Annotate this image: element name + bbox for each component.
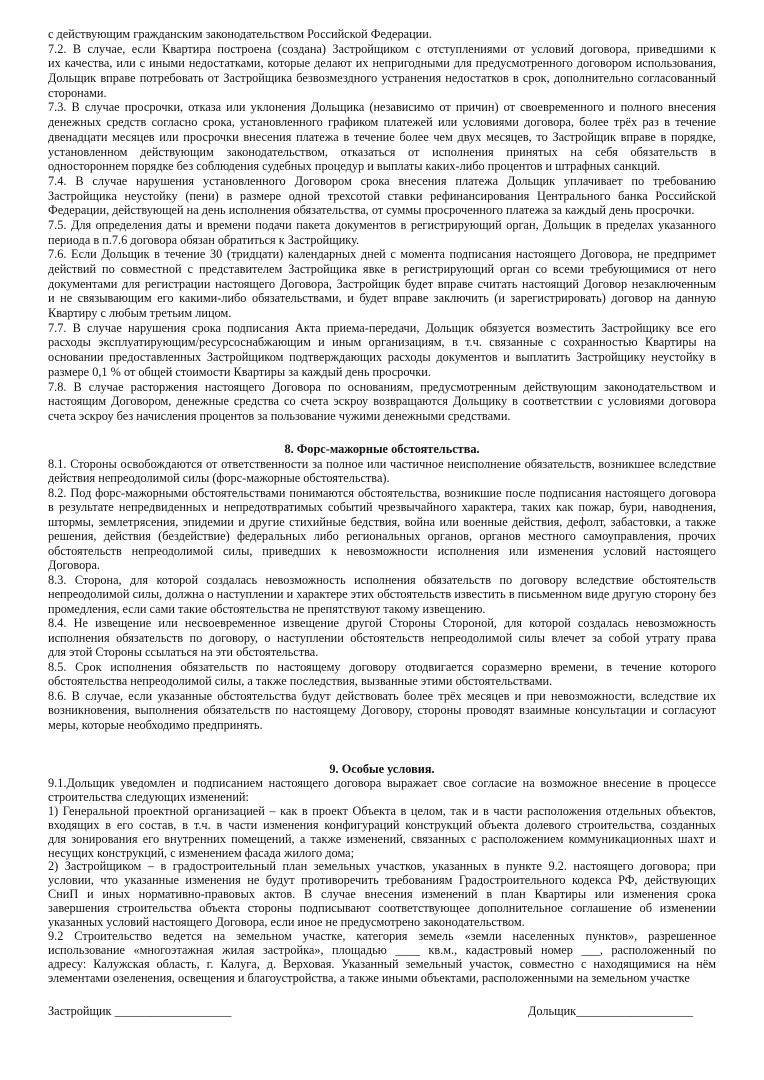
text-line: для зонирования его внутренних помещений, а также изменений, связанных с расположением коммуникационных шахт и — [48, 832, 716, 846]
paragraph — [48, 247, 716, 320]
document-page — [48, 27, 716, 985]
text-line: размере 0,1 % от общей стоимости Квартиры за каждый день просрочки. — [48, 364, 431, 379]
text-line: исполнения обязательств по договору, о наступлении обстоятельств непреодолимой силы влечет за собой утрату права — [48, 630, 716, 645]
text-line: Застройщика неустойку (пени) в размере одной трехсотой ставки рефинансирования Центрального банка Российской — [48, 188, 716, 203]
text-line: двенадцати месяцев или просрочки внесения платежа в течение более чем двух месяцев, то Застройщик вправе в порядке, — [48, 129, 716, 144]
text-line: завершения строительства объекта стороны подписывают соответствующее дополнительное соглашение об изменении — [48, 902, 716, 916]
text-line: их качества, или с иными недостатками, которые делают их непригодными для предусмотренного договором использования, — [48, 56, 716, 71]
text-line: строительства следующих изменений: — [48, 790, 249, 804]
section-heading: 8. Форс-мажорные обстоятельства. — [284, 441, 480, 456]
section-9 — [48, 762, 716, 985]
text-line: и не связывающим его какими-либо обязательствами, и будет вправе заключить (и зарегистрировать) договор на данную — [48, 291, 716, 306]
text-line: периода в п.7.6 договора обязан обратиться к Застройщику. — [48, 232, 360, 247]
text-line: 7.8. В случае расторжения настоящего Договора по основаниям, предусмотренным действующим законодательством и — [48, 379, 716, 394]
paragraph — [48, 930, 716, 986]
text-line: одностороннем порядке без соблюдения судебных процедур и выплаты каких-либо процентов и штрафных санкций. — [48, 159, 661, 174]
text-line: 8.3. Сторона, для которой создалась невозможность исполнения обязательств по договору вследствие обстоятельств — [48, 572, 716, 587]
text-line: непреодолимой силы, должна о наступлении и характере этих обстоятельств известить в письменном виде другую сторону без — [48, 587, 716, 602]
text-line: Федерации, действующей на день исполнения обязательства, от суммы просроченного платежа за каждый день просрочки. — [48, 203, 695, 218]
text-line: 7.6. Если Дольщик в течение 30 (тридцати) календарных дней с момента подписания настоящего Договора, не предпримет — [48, 247, 716, 262]
section-8 — [48, 442, 716, 733]
paragraph — [48, 42, 716, 101]
paragraph — [48, 660, 716, 689]
paragraph — [48, 27, 716, 42]
text-line: действия непреодолимой силы (форс-мажорные обстоятельства). — [48, 471, 390, 486]
text-line: расходы эксплуатирующим/ресурсоснабжающим и иным организациям, в т.ч. связанные с сохранностью Квартиры на — [48, 335, 716, 350]
paragraph — [48, 321, 716, 380]
text-line: Договора. — [48, 558, 100, 573]
text-line: с действующим гражданским законодательством Российской Федерации. — [48, 27, 432, 41]
text-line: 7.3. В случае просрочки, отказа или уклонения Дольщика (независимо от причин) от своевременного и полного внесения — [48, 100, 716, 115]
paragraph — [48, 174, 716, 218]
paragraph — [48, 616, 716, 660]
text-line: штормы, землетрясения, эпидемии и другие стихийные бедствия, война или военные действия, дефолт, забастовки, а также — [48, 514, 716, 529]
text-line: документами для регистрации настоящего Договора, Застройщик будет вправе считать настоящий Договор незаключенным — [48, 276, 716, 291]
text-line: сторонами. — [48, 85, 107, 100]
paragraph — [48, 777, 716, 805]
text-line: 8.1. Стороны освобождаются от ответственности за полное или частичное неисполнение обязательств, возникшее вследствие — [48, 456, 716, 471]
paragraph — [48, 689, 716, 733]
developer-signature-line: Застройщик ___________________ — [48, 1004, 232, 1018]
text-line: настоящим Договором, денежные средства со счета эскроу возвращаются Дольщику в соответствии с условиями договора — [48, 394, 716, 409]
shareholder-signature-line: Дольщик___________________ — [528, 1004, 693, 1018]
text-line: установленном действующим законодательством, отказаться от исполнения принятых на себя обязательств в — [48, 144, 716, 159]
paragraph — [48, 100, 716, 173]
text-line: промедления, если сами такие обстоятельства не препятствуют такому извещению. — [48, 601, 486, 616]
text-line: меры, которые необходимо предпринять. — [48, 717, 263, 732]
paragraph — [48, 486, 716, 573]
text-line: в результате непредвиденных и непредотвратимых событий чрезвычайного характера, таких как пожар, бури, наводнения, — [48, 500, 716, 515]
text-line: обстоятельств непреодолимой силы, приведших к невозможности исполнения или изменения условий настоящего — [48, 543, 716, 558]
text-line: входящих в его состав, в т.ч. в части изменения конфигураций конструкций объекта долевого строительства, созданных — [48, 818, 716, 832]
text-line: 2) Застройщиком – в градостроительный план земельных участков, указанных в пункте 9.2. настоящего договора; при — [48, 860, 716, 874]
text-line: 7.7. В случае нарушения срока подписания Акта приема-передачи, Дольщик обязуется возместить Застройщику все его — [48, 320, 716, 335]
text-line: элементами озеленения, освещения и благоустройства, а также иными объектами, расположенными на земельном участке — [48, 971, 690, 985]
text-line: решения, действия (бездействие) федеральных либо региональных органов, органов местного самоуправления, прочих — [48, 529, 716, 544]
text-line: 1) Генеральной проектной организацией – как в проект Объекта в целом, так и в части расположения отдельных объектов, — [48, 804, 716, 818]
section-heading: 9. Особые условия. — [329, 762, 435, 777]
text-line: счета эскроу без начисления процентов за пользование чужими денежными средствами. — [48, 408, 511, 423]
text-line: Дольщик вправе потребовать от Застройщика безвозмездного устранения недостатков в срок, дополнительно согласованный — [48, 71, 716, 86]
text-line: использование «многоэтажная жилая застройка», площадью ____ кв.м., кадастровый номер ___, расположенный по — [48, 943, 716, 957]
text-line: возникновения, выполнения обязательств по настоящему Договору, стороны проводят взаимные консультации и согласуют — [48, 703, 716, 718]
text-line: 8.4. Не извещение или несвоевременное извещение другой Стороны Стороной, для которой создалась невозможность — [48, 616, 716, 631]
text-line: обстоятельства непреодолимой силы, а также последствия, вызванные этими обстоятельствами. — [48, 674, 553, 689]
text-line: адресу: Калужская область, г. Калуга, д. Верховая. Указанный земельный участок, совместно с находящимися на нём — [48, 957, 716, 971]
text-line: СниП и иных нормативно-правовых актов. В случае внесения изменений в план Квартиры или изменения срока — [48, 888, 716, 902]
text-line: указанных условий настоящего Договора, если иное не предусмотрено законодательством. — [48, 915, 525, 929]
text-line: условии, что указанные изменения не будут противоречить требованиям Градостроительного кодекса РФ, действующих — [48, 874, 716, 888]
text-line: действий по совместной с представителем Застройщика явке в регистрирующий орган со всеми требующимися от него — [48, 262, 716, 276]
text-line: Квартиру с любым третьим лицом. — [48, 306, 232, 321]
text-line: 9.1.Дольщик уведомлен и подписанием настоящего договора выражает свое согласие на возможное внесение в процессе — [48, 777, 716, 791]
paragraph — [48, 805, 716, 861]
paragraph — [48, 860, 716, 929]
text-line: 8.6. В случае, если указанные обстоятельства будут действовать более трёх месяцев и при невозможности, вследствие их — [48, 688, 716, 703]
paragraph — [48, 573, 716, 617]
paragraph — [48, 380, 716, 424]
text-line: 9.2 Строительство ведется на земельном участке, категория земель «земли населенных пунктов», разрешенное — [48, 929, 716, 943]
text-line: 7.4. В случае нарушения установленного Договором срока внесения платежа Дольщик уплачивает по требованию — [48, 173, 716, 188]
text-line: 7.2. В случае, если Квартира построена (создана) Застройщиком с отступлениями от условий договора, приведшими к — [48, 41, 716, 56]
text-line: 8.2. Под форс-мажорными обстоятельствами понимаются обстоятельства, возникшие после подписания настоящего договора — [48, 485, 716, 500]
text-line: 8.5. Срок исполнения обязательств по настоящему договору отодвигается соразмерно времени, в течение которого — [48, 659, 716, 674]
section-7 — [48, 27, 716, 424]
text-line: денежных средств согласно срока, установленного графиком платежей или условиями договора, более трёх раз в течение — [48, 115, 716, 130]
paragraph — [48, 457, 716, 486]
text-line: 7.5. Для определения даты и времени подачи пакета документов в регистрирующий орган, Дольщик в пределах указанного — [48, 217, 716, 232]
text-line: основании предоставленных Застройщиком подтверждающих расходы документов и выплатить Застройщику неустойку в — [48, 350, 716, 365]
text-line: для этой Стороны ссылаться на эти обстоятельства. — [48, 645, 319, 660]
text-line: несущих конструкций, с изменением фасада жилого дома; — [48, 846, 355, 860]
paragraph — [48, 218, 716, 247]
